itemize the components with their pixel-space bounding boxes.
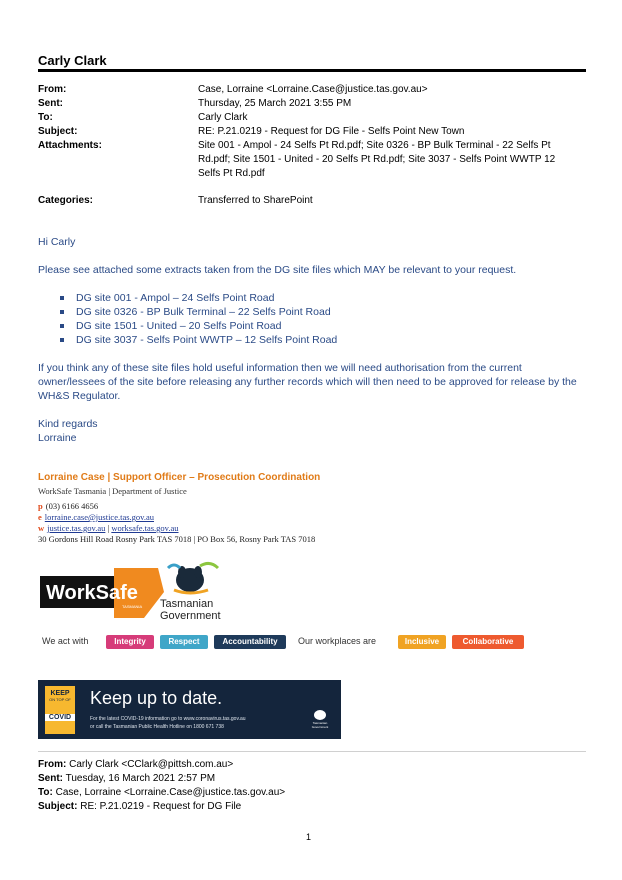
tasmanian-devil-icon [160,560,230,596]
from-label: From: [38,84,67,95]
list-item: DG site 1501 - United – 20 Selfs Point Road [60,319,560,333]
phone-number: (03) 6166 4656 [45,501,99,511]
categories-label: Categories: [38,195,94,206]
subject-label: Subject: [38,126,78,137]
web-key: w [38,523,45,533]
covid-banner[interactable] [38,680,341,739]
email-key: e [38,512,42,522]
list-item: DG site 001 - Ampol – 24 Selfs Point Road [60,291,560,305]
sent-value: Thursday, 25 March 2021 3:55 PM [198,98,352,109]
phone-key: p [38,501,43,511]
prev-subject: Subject: RE: P.21.0219 - Request for DG File [38,801,242,812]
signature-org: WorkSafe Tasmania | Department of Justice [38,486,187,496]
header-rule [38,69,586,72]
postal-address: 30 Gordons Hill Road Rosny Park TAS 7018 | PO Box 56, Rosny Park TAS 7018 [38,534,316,544]
place-inclusive-badge: Inclusive [398,635,446,649]
signature-contact [38,501,438,545]
prev-sent: Sent: Tuesday, 16 March 2021 2:57 PM [38,773,216,784]
signoff: Kind regards [38,418,98,430]
worksafe-logo-text: WorkSafe [46,582,138,604]
places-prefix: Our workplaces are [298,636,377,646]
email-link[interactable]: lorraine.case@justice.tas.gov.au [44,512,155,522]
place-collaborative-badge: Collaborative [452,635,524,649]
banner-line1: For the latest COVID-19 information go to www.coronavirus.tas.gov.au [90,716,246,722]
tasmanian-devil-icon [313,708,327,720]
attachments-value[interactable]: Site 001 - Ampol - 24 Selfs Pt Rd.pdf; Site 0326 - BP Bulk Terminal - 22 Selfs Pt Rd.pdf; Site 1501 - United - 20 Selfs Pt Rd.pdf; Site 3037 - Selfs Point WWTP 12 Selfs Pt Rd.pdf [198,140,556,179]
greeting: Hi Carly [38,236,76,248]
banner-tas-logo: Tasmanian Government [306,708,334,729]
value-respect-badge: Respect [160,635,208,649]
tas-logo-line1: Tasmanian [160,598,214,610]
signoff-name: Lorraine [38,432,77,444]
prev-to: To: Case, Lorraine <Lorraine.Case@justice.tas.gov.au> [38,787,286,798]
signature-name-title: Lorraine Case | Support Officer – Prosecution Coordination [38,472,321,483]
subject-value: RE: P.21.0219 - Request for DG File - Selfs Point New Town [198,126,465,137]
web-separator: | [107,523,110,533]
worksafe-link[interactable]: worksafe.tas.gov.au [111,523,179,533]
page-number: 1 [306,832,312,842]
justice-link[interactable]: justice.tas.gov.au [47,523,106,533]
banner-title: Keep up to date. [90,688,223,708]
to-label: To: [38,112,53,123]
list-item: DG site 0326 - BP Bulk Terminal – 22 Selfs Point Road [60,305,560,319]
divider [38,751,586,752]
sent-label: Sent: [38,98,63,109]
intro-text: Please see attached some extracts taken from the DG site files which MAY be relevant to your request. [38,264,517,276]
keep-badge: KEEP ON TOP OF COVID [45,686,75,734]
from-value: Case, Lorraine <Lorraine.Case@justice.tas.gov.au> [198,84,428,95]
tas-logo-line2: Government [160,610,221,622]
worksafe-logo [40,568,164,618]
tasmanian-government-logo [160,560,230,624]
categories-value: Transferred to SharePoint [198,195,313,206]
banner-line2: or call the Tasmanian Public Health Hotline on 1800 671 738 [90,724,224,730]
attachments-label: Attachments: [38,140,102,151]
value-integrity-badge: Integrity [106,635,154,649]
values-prefix: We act with [42,636,89,646]
site-list [60,291,560,347]
value-accountability-badge: Accountability [214,635,286,649]
list-item: DG site 3037 - Selfs Point WWTP – 12 Selfs Point Road [60,333,560,347]
sender-name: Carly Clark [38,53,107,68]
prev-from: From: Carly Clark <CClark@pittsh.com.au> [38,759,234,770]
worksafe-logo-sub: TASMANIA [122,604,143,609]
to-value: Carly Clark [198,112,248,123]
authorisation-paragraph: If you think any of these site files hold useful information then we will need authorisation from the current owner/lessees of the site before releasing any further records which will then need to be approved for release by the WH&S Regulator. [38,362,577,402]
